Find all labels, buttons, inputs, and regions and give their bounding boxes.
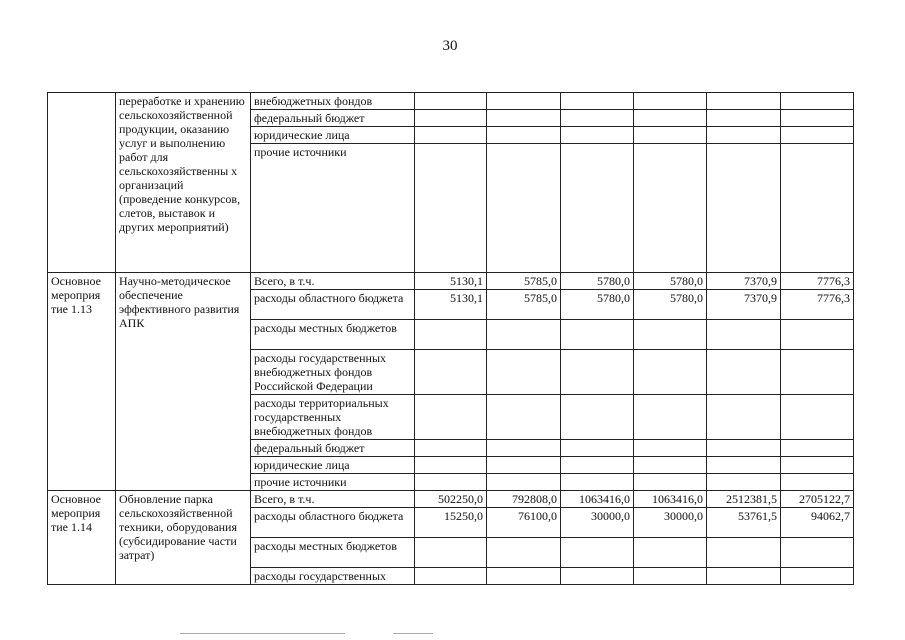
- funding-source-cell: расходы областного бюджета: [251, 290, 415, 320]
- amount-cell: [561, 568, 634, 585]
- amount-cell: [561, 474, 634, 491]
- funding-source-cell: Всего, в т.ч.: [251, 273, 415, 290]
- amount-cell: 502250,0: [415, 491, 487, 508]
- amount-cell: [487, 127, 561, 144]
- amount-cell: [415, 320, 487, 350]
- table-row: [48, 93, 854, 110]
- amount-cell: [707, 320, 781, 350]
- amount-cell: [707, 110, 781, 127]
- amount-cell: 2512381,5: [707, 491, 781, 508]
- amount-cell: [634, 350, 707, 395]
- funding-source-cell: Всего, в т.ч.: [251, 491, 415, 508]
- activity-code-cell: Основное мероприя тие 1.14: [48, 491, 116, 585]
- amount-cell: [634, 538, 707, 568]
- amount-cell: [415, 93, 487, 110]
- funding-source-cell: федеральный бюджет: [251, 440, 415, 457]
- amount-cell: [487, 457, 561, 474]
- amount-cell: [634, 320, 707, 350]
- page-number: 30: [442, 38, 458, 54]
- funding-source-cell: расходы местных бюджетов: [251, 538, 415, 568]
- amount-cell: [781, 110, 854, 127]
- amount-cell: [415, 568, 487, 585]
- funding-source-cell: расходы государственных внебюджетных фондов Российской Федерации: [251, 350, 415, 395]
- amount-cell: [707, 457, 781, 474]
- amount-cell: [781, 144, 854, 273]
- amount-cell: [561, 144, 634, 273]
- amount-cell: [707, 474, 781, 491]
- amount-cell: 1063416,0: [561, 491, 634, 508]
- amount-cell: [487, 474, 561, 491]
- amount-cell: 7370,9: [707, 273, 781, 290]
- amount-cell: 7776,3: [781, 273, 854, 290]
- footer-rule-right: [393, 633, 433, 634]
- amount-cell: [487, 395, 561, 440]
- amount-cell: [561, 350, 634, 395]
- amount-cell: [561, 110, 634, 127]
- amount-cell: [415, 110, 487, 127]
- amount-cell: [487, 440, 561, 457]
- funding-source-cell: расходы территориальных государственных внебюджетных фондов: [251, 395, 415, 440]
- amount-cell: [707, 144, 781, 273]
- amount-cell: 5130,1: [415, 290, 487, 320]
- amount-cell: [781, 568, 854, 585]
- amount-cell: 2705122,7: [781, 491, 854, 508]
- amount-cell: [707, 395, 781, 440]
- table-row: [48, 273, 854, 290]
- funding-source-cell: внебюджетных фондов: [251, 93, 415, 110]
- amount-cell: 53761,5: [707, 508, 781, 538]
- amount-cell: [781, 457, 854, 474]
- amount-cell: [487, 350, 561, 395]
- amount-cell: 5785,0: [487, 290, 561, 320]
- amount-cell: 5785,0: [487, 273, 561, 290]
- amount-cell: [487, 93, 561, 110]
- amount-cell: [561, 538, 634, 568]
- amount-cell: [487, 568, 561, 585]
- amount-cell: [561, 127, 634, 144]
- amount-cell: [561, 440, 634, 457]
- amount-cell: [561, 320, 634, 350]
- amount-cell: [781, 440, 854, 457]
- amount-cell: [707, 350, 781, 395]
- amount-cell: [415, 127, 487, 144]
- funding-source-cell: прочие источники: [251, 474, 415, 491]
- amount-cell: [487, 538, 561, 568]
- amount-cell: 7776,3: [781, 290, 854, 320]
- amount-cell: [415, 538, 487, 568]
- amount-cell: 1063416,0: [634, 491, 707, 508]
- amount-cell: [707, 538, 781, 568]
- funding-source-cell: расходы местных бюджетов: [251, 320, 415, 350]
- amount-cell: [634, 440, 707, 457]
- funding-source-cell: прочие источники: [251, 144, 415, 273]
- amount-cell: [707, 440, 781, 457]
- amount-cell: [634, 474, 707, 491]
- amount-cell: [415, 395, 487, 440]
- table-row: [48, 491, 854, 508]
- amount-cell: 792808,0: [487, 491, 561, 508]
- amount-cell: [781, 474, 854, 491]
- amount-cell: [781, 350, 854, 395]
- amount-cell: [707, 93, 781, 110]
- amount-cell: [634, 110, 707, 127]
- amount-cell: [561, 395, 634, 440]
- amount-cell: [634, 144, 707, 273]
- amount-cell: 5780,0: [561, 290, 634, 320]
- amount-cell: 5780,0: [634, 290, 707, 320]
- amount-cell: 5780,0: [561, 273, 634, 290]
- amount-cell: [634, 93, 707, 110]
- amount-cell: [415, 350, 487, 395]
- activity-code-cell: Основное мероприя тие 1.13: [48, 273, 116, 491]
- amount-cell: 76100,0: [487, 508, 561, 538]
- amount-cell: [415, 457, 487, 474]
- activity-name-cell: Обновление парка сельскохозяйственной техники, оборудования (субсидирование части затрат): [116, 491, 251, 585]
- budget-table: [47, 92, 854, 585]
- amount-cell: [781, 395, 854, 440]
- funding-source-cell: расходы государственных: [251, 568, 415, 585]
- amount-cell: [707, 568, 781, 585]
- amount-cell: [487, 110, 561, 127]
- amount-cell: [561, 93, 634, 110]
- amount-cell: [781, 538, 854, 568]
- activity-name-cell: переработке и хранению сельскохозяйственной продукции, оказанию услуг и выполнению работ для сельскохозяйственны х организаций (проведение конкурсов, слетов, выставок и других мероприятий): [116, 93, 251, 273]
- amount-cell: [415, 144, 487, 273]
- funding-source-cell: федеральный бюджет: [251, 110, 415, 127]
- amount-cell: [415, 474, 487, 491]
- funding-source-cell: юридические лица: [251, 127, 415, 144]
- footer-rule-left: [180, 633, 345, 634]
- activity-code-cell: [48, 93, 116, 273]
- amount-cell: 30000,0: [561, 508, 634, 538]
- amount-cell: [781, 320, 854, 350]
- amount-cell: 7370,9: [707, 290, 781, 320]
- amount-cell: [634, 395, 707, 440]
- amount-cell: [415, 440, 487, 457]
- amount-cell: 15250,0: [415, 508, 487, 538]
- funding-source-cell: юридические лица: [251, 457, 415, 474]
- amount-cell: [634, 568, 707, 585]
- activity-name-cell: Научно-методическое обеспечение эффективного развития АПК: [116, 273, 251, 491]
- amount-cell: 5130,1: [415, 273, 487, 290]
- amount-cell: 5780,0: [634, 273, 707, 290]
- amount-cell: 30000,0: [634, 508, 707, 538]
- amount-cell: [634, 127, 707, 144]
- amount-cell: 94062,7: [781, 508, 854, 538]
- amount-cell: [634, 457, 707, 474]
- amount-cell: [487, 144, 561, 273]
- amount-cell: [781, 93, 854, 110]
- amount-cell: [707, 127, 781, 144]
- funding-source-cell: расходы областного бюджета: [251, 508, 415, 538]
- amount-cell: [487, 320, 561, 350]
- amount-cell: [561, 457, 634, 474]
- amount-cell: [781, 127, 854, 144]
